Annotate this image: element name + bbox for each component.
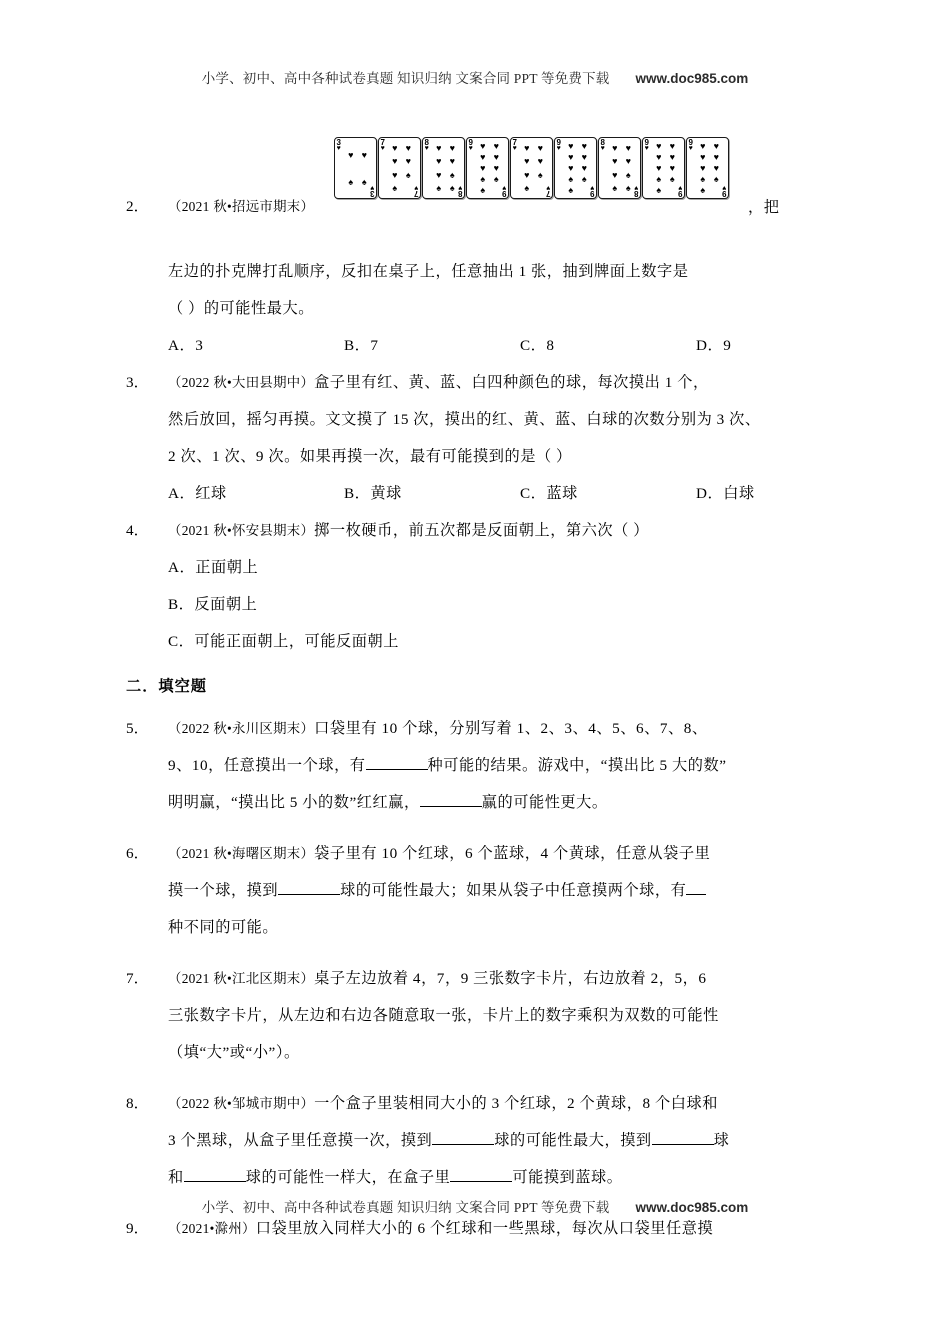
card-rank-corner: 8 ♥ <box>458 184 463 198</box>
q7-source: （2021 秋•江北区期末） <box>168 971 315 986</box>
q8-line-3-b: 球的可能性一样大，在盒子里 <box>245 1169 451 1186</box>
card-pip: ♥ <box>656 152 662 163</box>
q7-line-1-rest: 桌子左边放着 4，7，9 三张数字卡片，右边放着 2，5，6 <box>314 970 707 987</box>
q2-option-c[interactable]: C．8 <box>520 337 555 354</box>
header-watermark-text: 小学、初中、高中各种试卷真题 知识归纳 文案合同 PPT 等免费下载 <box>201 71 610 86</box>
card-pip: ♠ <box>449 183 455 194</box>
card-pip: ♠ <box>612 183 618 194</box>
card-rank-corner: 9 ♥ <box>722 184 727 198</box>
q6-blank-1[interactable] <box>278 894 340 895</box>
card-pip: ♥ <box>612 169 618 180</box>
card-rank-corner: 9 ♥ <box>556 138 561 152</box>
card-pip: ♥ <box>493 141 499 152</box>
card-pip: ♥ <box>493 152 499 163</box>
card-pip: ♠ <box>480 173 486 184</box>
card-pip: ♠ <box>348 176 354 187</box>
card-pip: ♥ <box>581 141 587 152</box>
questions-container <box>126 120 826 1247</box>
q4-line-1-rest: 掷一枚硬币，前五次都是反面朝上，第六次（ ） <box>314 522 649 539</box>
card-rank-corner: 9 ♥ <box>678 184 683 198</box>
q4-source: （2021 秋•怀安县期末） <box>168 523 315 538</box>
footer-watermark-text: 小学、初中、高中各种试卷真题 知识归纳 文案合同 PPT 等免费下载 <box>201 1200 610 1215</box>
q6-line-2 <box>126 872 826 909</box>
card-pip: ♠ <box>669 173 675 184</box>
q3-line-3: 2 次、1 次、9 次。如果再摸一次，最有可能摸到的是（ ） <box>168 448 572 465</box>
card-rank-corner: 8 ♥ <box>634 184 639 198</box>
q4-option-b[interactable]: B．反面朝上 <box>168 596 258 613</box>
card-rank-corner: 8 ♥ <box>600 138 605 152</box>
card-rank-corner: 9 ♥ <box>644 138 649 152</box>
q3-line-1 <box>126 364 826 401</box>
card-pip: ♥ <box>713 152 719 163</box>
q6-line-1-rest: 袋子里有 10 个红球，6 个蓝球，4 个黄球，任意从袋子里 <box>314 845 711 862</box>
q6-line-2-a: 摸一个球，摸到 <box>168 882 279 899</box>
q6-line-3: 种不同的可能。 <box>168 919 279 936</box>
q8-number: 8． <box>126 1095 149 1112</box>
q6-line-1 <box>126 835 826 872</box>
card-rank-corner: 9 ♥ <box>688 138 693 152</box>
card-pip: ♥ <box>361 149 367 160</box>
header-watermark <box>0 67 950 87</box>
card-pip: ♥ <box>493 162 499 173</box>
card-pip: ♥ <box>392 142 398 153</box>
q8-blank-2[interactable] <box>652 1144 714 1145</box>
q3-line-1-rest: 盒子里有红、黄、蓝、白四种颜色的球，每次摸出 1 个， <box>314 374 709 391</box>
header-watermark-url: www.doc985.com <box>635 71 749 86</box>
card-pip: ♠ <box>568 173 574 184</box>
q5-blank-1[interactable] <box>366 769 428 770</box>
card-pip: ♥ <box>537 142 543 153</box>
card-pip: ♥ <box>669 152 675 163</box>
q8-source: （2022 秋•邹城市期中） <box>168 1096 315 1111</box>
q3-option-c[interactable]: C．蓝球 <box>520 485 578 502</box>
q2-option-d[interactable]: D．9 <box>696 337 732 354</box>
question-8 <box>126 1085 826 1196</box>
card-pip: ♥ <box>524 142 530 153</box>
q5-line-2 <box>126 747 826 784</box>
q3-option-b[interactable]: B．黄球 <box>344 485 402 502</box>
card-pip: ♥ <box>480 152 486 163</box>
q6-source: （2021 秋•海曙区期末） <box>168 846 315 861</box>
card-pip: ♠ <box>625 183 631 194</box>
card-pip: ♥ <box>449 142 455 153</box>
card-pip: ♠ <box>361 176 367 187</box>
card-pip: ♥ <box>568 152 574 163</box>
card-pip: ♥ <box>656 141 662 152</box>
question-2 <box>126 184 826 364</box>
card-pip: ♥ <box>524 156 530 167</box>
q3-line-2: 然后放回，摇匀再摸。文文摸了 15 次，摸出的红、黄、蓝、白球的次数分别为 3 次、 <box>168 411 761 428</box>
q3-options <box>126 475 826 512</box>
card-pip: ♠ <box>700 184 706 195</box>
q3-number: 3． <box>126 374 149 391</box>
q5-line-2-a: 9、10，任意摸出一个球，有 <box>168 757 366 774</box>
q2-line-3: （ ）的可能性最大。 <box>168 300 314 317</box>
card-pip: ♥ <box>405 156 411 167</box>
card-pip: ♠ <box>656 173 662 184</box>
q8-line-2 <box>126 1122 826 1159</box>
card-pip: ♠ <box>625 169 631 180</box>
card-pip: ♥ <box>436 169 442 180</box>
card-pip: ♥ <box>436 156 442 167</box>
q8-blank-4[interactable] <box>450 1181 512 1182</box>
q2-option-b[interactable]: B．7 <box>344 337 379 354</box>
card-pip: ♥ <box>405 142 411 153</box>
card-pip: ♥ <box>480 162 486 173</box>
q3-source: （2022 秋•大田县期中） <box>168 375 315 390</box>
q5-line-2-b: 种可能的结果。游戏中，“摸出比 5 大的数” <box>427 757 727 774</box>
card-pip: ♥ <box>568 141 574 152</box>
question-3 <box>126 364 826 512</box>
card-rank-corner: 9 ♥ <box>590 184 595 198</box>
card-pip: ♥ <box>669 162 675 173</box>
q7-line-3: （填“大”或“小”）。 <box>168 1044 300 1061</box>
card-pip: ♥ <box>524 169 530 180</box>
card-pip: ♥ <box>656 162 662 173</box>
card-pip: ♠ <box>656 184 662 195</box>
footer-watermark-url: www.doc985.com <box>635 1200 749 1215</box>
card-pip: ♥ <box>700 152 706 163</box>
card-rank-corner: 3 ♥ <box>370 184 375 198</box>
card-pip: ♥ <box>392 156 398 167</box>
q8-line-3 <box>126 1159 826 1196</box>
card-pip: ♥ <box>348 149 354 160</box>
q6-blank-2[interactable] <box>686 894 706 895</box>
card-pip: ♠ <box>713 173 719 184</box>
q4-line-1 <box>126 512 826 549</box>
q9-source: （2021•滁州） <box>168 1221 256 1236</box>
card-pip: ♠ <box>480 184 486 195</box>
card-rank-corner: 9 ♥ <box>468 138 473 152</box>
card-pip: ♥ <box>713 162 719 173</box>
q4-option-a[interactable]: A．正面朝上 <box>168 559 259 576</box>
q8-blank-3[interactable] <box>184 1181 246 1182</box>
q5-line-1 <box>126 710 826 747</box>
card-pip: ♥ <box>581 152 587 163</box>
q2-after-image-text: ，把 <box>748 199 780 216</box>
card-pip: ♥ <box>568 162 574 173</box>
question-5 <box>126 710 826 821</box>
card-pip: ♥ <box>581 162 587 173</box>
question-6 <box>126 835 826 946</box>
card-rank-corner: 9 ♥ <box>502 184 507 198</box>
q9-number: 9． <box>126 1220 149 1237</box>
card-rank-corner: 7 ♥ <box>414 184 419 198</box>
card-pip: ♥ <box>436 142 442 153</box>
card-pip: ♥ <box>625 156 631 167</box>
q5-blank-2[interactable] <box>420 806 482 807</box>
q7-number: 7． <box>126 970 149 987</box>
q8-line-2-c: 球 <box>713 1132 730 1149</box>
card-pip: ♥ <box>700 141 706 152</box>
q2-source: （2021 秋•招远市期末） <box>168 199 315 214</box>
q8-line-3-c: 可能摸到蓝球。 <box>512 1169 623 1186</box>
q3-option-a[interactable]: A．红球 <box>168 485 227 502</box>
card-pip: ♥ <box>392 169 398 180</box>
q2-line-1 <box>126 184 826 225</box>
card-pip: ♠ <box>392 183 398 194</box>
card-pip: ♠ <box>524 183 530 194</box>
q2-option-a[interactable]: A．3 <box>168 337 204 354</box>
q7-line-2: 三张数字卡片，从左边和右边各随意取一张，卡片上的数字乘积为双数的可能性 <box>168 1007 719 1024</box>
q7-line-1 <box>126 960 826 997</box>
card-pip: ♥ <box>612 156 618 167</box>
card-rank-corner: 7 ♥ <box>546 184 551 198</box>
card-pip: ♠ <box>581 173 587 184</box>
q8-line-1-rest: 一个盒子里装相同大小的 3 个红球，2 个黄球，8 个白球和 <box>314 1095 718 1112</box>
q8-line-1 <box>126 1085 826 1122</box>
q4-number: 4． <box>126 522 149 539</box>
card-pip: ♠ <box>700 173 706 184</box>
card-pip: ♥ <box>537 156 543 167</box>
question-4 <box>126 512 826 660</box>
q4-option-c[interactable]: C．可能正面朝上，可能反面朝上 <box>168 633 400 650</box>
q5-line-1-rest: 口袋里有 10 个球，分别写着 1、2、3、4、5、6、7、8、 <box>314 720 708 737</box>
q5-line-3-a: 明明赢，“摸出比 5 小的数”红红赢， <box>168 794 420 811</box>
q2-line-2: 左边的扑克牌打乱顺序，反扣在桌子上，任意抽出 1 张，抽到牌面上数字是 <box>168 263 689 280</box>
footer-watermark <box>0 1196 950 1216</box>
card-pip: ♥ <box>612 142 618 153</box>
q6-number: 6． <box>126 845 149 862</box>
q8-line-2-a: 3 个黑球，从盒子里任意摸一次，摸到 <box>168 1132 433 1149</box>
question-7 <box>126 960 826 1071</box>
q2-number: 2． <box>126 198 149 215</box>
q2-options <box>126 327 826 364</box>
card-pip: ♠ <box>537 169 543 180</box>
card-pip: ♥ <box>700 162 706 173</box>
card-pip: ♥ <box>625 142 631 153</box>
card-rank-corner: 3 ♥ <box>336 138 341 152</box>
card-pip: ♠ <box>568 184 574 195</box>
card-pip: ♠ <box>493 173 499 184</box>
q5-line-3 <box>126 784 826 821</box>
q5-number: 5． <box>126 720 149 737</box>
q8-blank-1[interactable] <box>432 1144 494 1145</box>
card-pip: ♥ <box>713 141 719 152</box>
card-pip: ♠ <box>449 169 455 180</box>
card-pip: ♠ <box>436 183 442 194</box>
q6-line-2-b: 球的可能性最大；如果从袋子中任意摸两个球，有 <box>340 882 687 899</box>
card-pip: ♥ <box>449 156 455 167</box>
card-pip: ♥ <box>669 141 675 152</box>
q3-option-d[interactable]: D．白球 <box>696 485 755 502</box>
card-rank-corner: 7 ♥ <box>380 138 385 152</box>
q5-line-3-b: 赢的可能性更大。 <box>481 794 608 811</box>
q8-line-3-a: 和 <box>168 1169 184 1186</box>
q8-line-2-b: 球的可能性最大，摸到 <box>494 1132 652 1149</box>
q9-line-1-rest: 口袋里放入同样大小的 6 个红球和一些黑球，每次从口袋里任意摸 <box>255 1220 714 1237</box>
card-rank-corner: 8 ♥ <box>424 138 429 152</box>
section-2-title: 二．填空题 <box>126 678 207 695</box>
card-pip: ♥ <box>480 141 486 152</box>
card-rank-corner: 7 ♥ <box>512 138 517 152</box>
card-pip: ♠ <box>405 169 411 180</box>
q5-source: （2022 秋•永川区期末） <box>168 721 315 736</box>
